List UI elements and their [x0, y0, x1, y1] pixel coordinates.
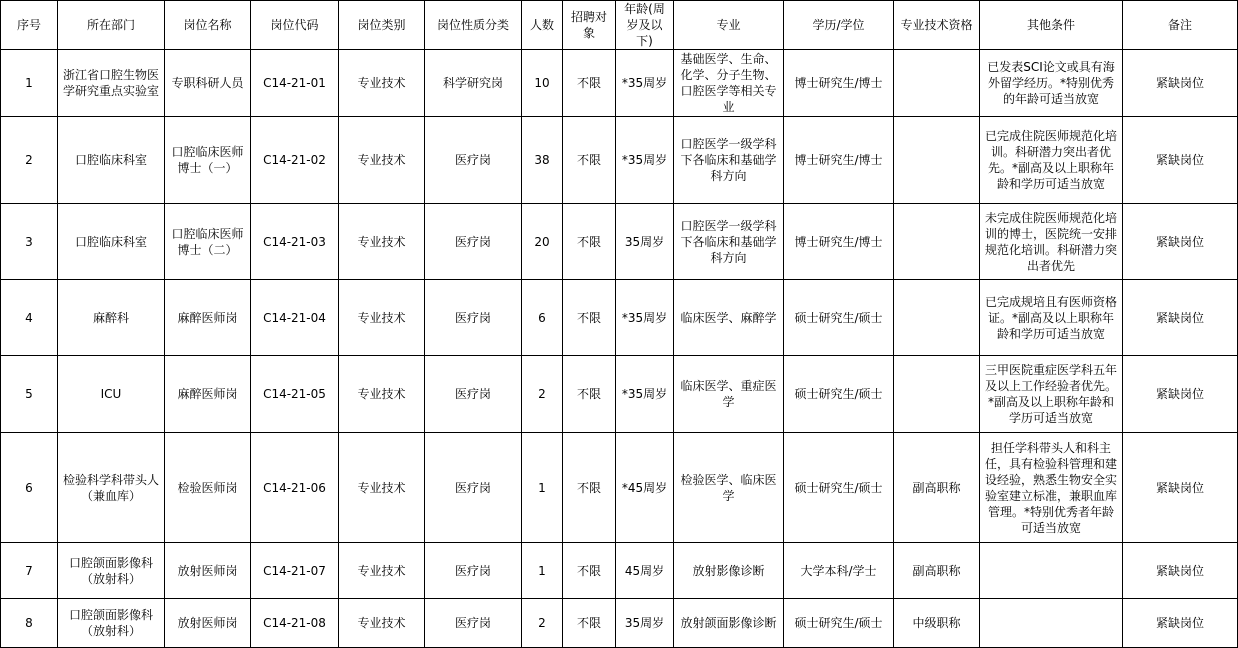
cell-category: 专业技术: [339, 50, 425, 117]
cell-nature: 医疗岗: [425, 356, 522, 433]
table-row: [1, 356, 1238, 433]
cell-code: C14-21-07: [251, 543, 339, 599]
cell-degree: 大学本科/学士: [784, 543, 894, 599]
cell-code: C14-21-03: [251, 204, 339, 280]
cell-seq: 1: [1, 50, 58, 117]
cell-dept: 口腔临床科室: [58, 204, 165, 280]
cell-dept: 口腔颌面影像科（放射科）: [58, 543, 165, 599]
cell-count: 20: [522, 204, 563, 280]
cell-title: 副高职称: [894, 543, 980, 599]
cell-dept: ICU: [58, 356, 165, 433]
header-title: 专业技术资格: [894, 1, 980, 50]
cell-code: C14-21-04: [251, 280, 339, 356]
cell-nature: 医疗岗: [425, 543, 522, 599]
cell-note: 紧缺岗位: [1123, 433, 1238, 543]
cell-category: 专业技术: [339, 356, 425, 433]
cell-dept: 浙江省口腔生物医学研究重点实验室: [58, 50, 165, 117]
cell-target: 不限: [563, 280, 616, 356]
header-age: 年龄(周岁及以下): [616, 1, 674, 50]
cell-note: 紧缺岗位: [1123, 117, 1238, 204]
cell-category: 专业技术: [339, 204, 425, 280]
cell-title: [894, 204, 980, 280]
cell-nature: 医疗岗: [425, 599, 522, 648]
cell-nature: 医疗岗: [425, 204, 522, 280]
header-conditions: 其他条件: [980, 1, 1123, 50]
cell-code: C14-21-08: [251, 599, 339, 648]
cell-code: C14-21-06: [251, 433, 339, 543]
cell-title: 副高职称: [894, 433, 980, 543]
header-seq: 序号: [1, 1, 58, 50]
cell-note: 紧缺岗位: [1123, 599, 1238, 648]
cell-degree: 博士研究生/博士: [784, 50, 894, 117]
table-row: [1, 599, 1238, 648]
cell-seq: 5: [1, 356, 58, 433]
cell-count: 1: [522, 433, 563, 543]
cell-title: [894, 117, 980, 204]
header-count: 人数: [522, 1, 563, 50]
cell-position: 麻醉医师岗: [165, 280, 251, 356]
cell-target: 不限: [563, 204, 616, 280]
header-major: 专业: [674, 1, 784, 50]
cell-code: C14-21-05: [251, 356, 339, 433]
header-target: 招聘对象: [563, 1, 616, 50]
cell-title: 中级职称: [894, 599, 980, 648]
cell-seq: 7: [1, 543, 58, 599]
cell-seq: 3: [1, 204, 58, 280]
cell-count: 38: [522, 117, 563, 204]
cell-degree: 硕士研究生/硕士: [784, 280, 894, 356]
header-nature: 岗位性质分类: [425, 1, 522, 50]
table-row: [1, 50, 1238, 117]
cell-major: 放射颌面影像诊断: [674, 599, 784, 648]
cell-conditions: 已完成住院医师规范化培训。科研潜力突出者优先。*副高及以上职称年龄和学历可适当放宽: [980, 117, 1123, 204]
header-category: 岗位类别: [339, 1, 425, 50]
cell-target: 不限: [563, 50, 616, 117]
cell-position: 麻醉医师岗: [165, 356, 251, 433]
cell-major: 临床医学、麻醉学: [674, 280, 784, 356]
cell-position: 口腔临床医师博士（一）: [165, 117, 251, 204]
cell-target: 不限: [563, 356, 616, 433]
cell-count: 10: [522, 50, 563, 117]
cell-major: 口腔医学一级学科下各临床和基础学科方向: [674, 117, 784, 204]
cell-note: 紧缺岗位: [1123, 543, 1238, 599]
cell-degree: 博士研究生/博士: [784, 117, 894, 204]
cell-position: 放射医师岗: [165, 599, 251, 648]
cell-major: 检验医学、临床医学: [674, 433, 784, 543]
header-code: 岗位代码: [251, 1, 339, 50]
cell-target: 不限: [563, 117, 616, 204]
cell-count: 2: [522, 599, 563, 648]
cell-conditions: 已发表SCI论文或具有海外留学经历。*特别优秀的年龄可适当放宽: [980, 50, 1123, 117]
cell-age: 35周岁: [616, 204, 674, 280]
header-dept: 所在部门: [58, 1, 165, 50]
cell-category: 专业技术: [339, 543, 425, 599]
cell-count: 1: [522, 543, 563, 599]
cell-title: [894, 280, 980, 356]
cell-title: [894, 50, 980, 117]
cell-dept: 口腔颌面影像科（放射科）: [58, 599, 165, 648]
cell-age: *35周岁: [616, 117, 674, 204]
cell-code: C14-21-02: [251, 117, 339, 204]
cell-category: 专业技术: [339, 117, 425, 204]
cell-age: 45周岁: [616, 543, 674, 599]
cell-major: 临床医学、重症医学: [674, 356, 784, 433]
table-row: [1, 117, 1238, 204]
cell-degree: 硕士研究生/硕士: [784, 356, 894, 433]
cell-seq: 8: [1, 599, 58, 648]
cell-dept: 麻醉科: [58, 280, 165, 356]
table-row: [1, 543, 1238, 599]
header-position: 岗位名称: [165, 1, 251, 50]
cell-position: 口腔临床医师博士（二）: [165, 204, 251, 280]
cell-dept: 检验科学科带头人（兼血库）: [58, 433, 165, 543]
cell-note: 紧缺岗位: [1123, 50, 1238, 117]
cell-nature: 医疗岗: [425, 117, 522, 204]
cell-category: 专业技术: [339, 599, 425, 648]
cell-degree: 硕士研究生/硕士: [784, 599, 894, 648]
cell-age: *35周岁: [616, 280, 674, 356]
cell-conditions: 担任学科带头人和科主任，具有检验科管理和建设经验，熟悉生物安全实验室建立标准，兼职血库管理。*特别优秀者年龄可适当放宽: [980, 433, 1123, 543]
cell-target: 不限: [563, 433, 616, 543]
cell-position: 放射医师岗: [165, 543, 251, 599]
cell-major: 基础医学、生命、化学、分子生物、口腔医学等相关专业: [674, 50, 784, 117]
table-row: [1, 280, 1238, 356]
cell-target: 不限: [563, 543, 616, 599]
cell-conditions: 未完成住院医师规范化培训的博士，医院统一安排规范化培训。科研潜力突出者优先: [980, 204, 1123, 280]
cell-seq: 4: [1, 280, 58, 356]
cell-seq: 2: [1, 117, 58, 204]
table-header-row: [1, 1, 1238, 50]
table-row: [1, 433, 1238, 543]
cell-note: 紧缺岗位: [1123, 356, 1238, 433]
cell-code: C14-21-01: [251, 50, 339, 117]
cell-conditions: 三甲医院重症医学科五年及以上工作经验者优先。*副高及以上职称年龄和学历可适当放宽: [980, 356, 1123, 433]
header-note: 备注: [1123, 1, 1238, 50]
cell-target: 不限: [563, 599, 616, 648]
cell-conditions: [980, 599, 1123, 648]
cell-age: 35周岁: [616, 599, 674, 648]
cell-position: 检验医师岗: [165, 433, 251, 543]
cell-degree: 博士研究生/博士: [784, 204, 894, 280]
header-degree: 学历/学位: [784, 1, 894, 50]
cell-dept: 口腔临床科室: [58, 117, 165, 204]
cell-title: [894, 356, 980, 433]
cell-age: *35周岁: [616, 356, 674, 433]
cell-major: 口腔医学一级学科下各临床和基础学科方向: [674, 204, 784, 280]
cell-age: *35周岁: [616, 50, 674, 117]
cell-nature: 科学研究岗: [425, 50, 522, 117]
cell-note: 紧缺岗位: [1123, 204, 1238, 280]
cell-conditions: 已完成规培且有医师资格证。*副高及以上职称年龄和学历可适当放宽: [980, 280, 1123, 356]
cell-conditions: [980, 543, 1123, 599]
cell-seq: 6: [1, 433, 58, 543]
cell-degree: 硕士研究生/硕士: [784, 433, 894, 543]
cell-age: *45周岁: [616, 433, 674, 543]
table-row: [1, 204, 1238, 280]
cell-position: 专职科研人员: [165, 50, 251, 117]
cell-major: 放射影像诊断: [674, 543, 784, 599]
cell-count: 6: [522, 280, 563, 356]
cell-category: 专业技术: [339, 280, 425, 356]
cell-nature: 医疗岗: [425, 280, 522, 356]
cell-count: 2: [522, 356, 563, 433]
cell-nature: 医疗岗: [425, 433, 522, 543]
cell-category: 专业技术: [339, 433, 425, 543]
cell-note: 紧缺岗位: [1123, 280, 1238, 356]
